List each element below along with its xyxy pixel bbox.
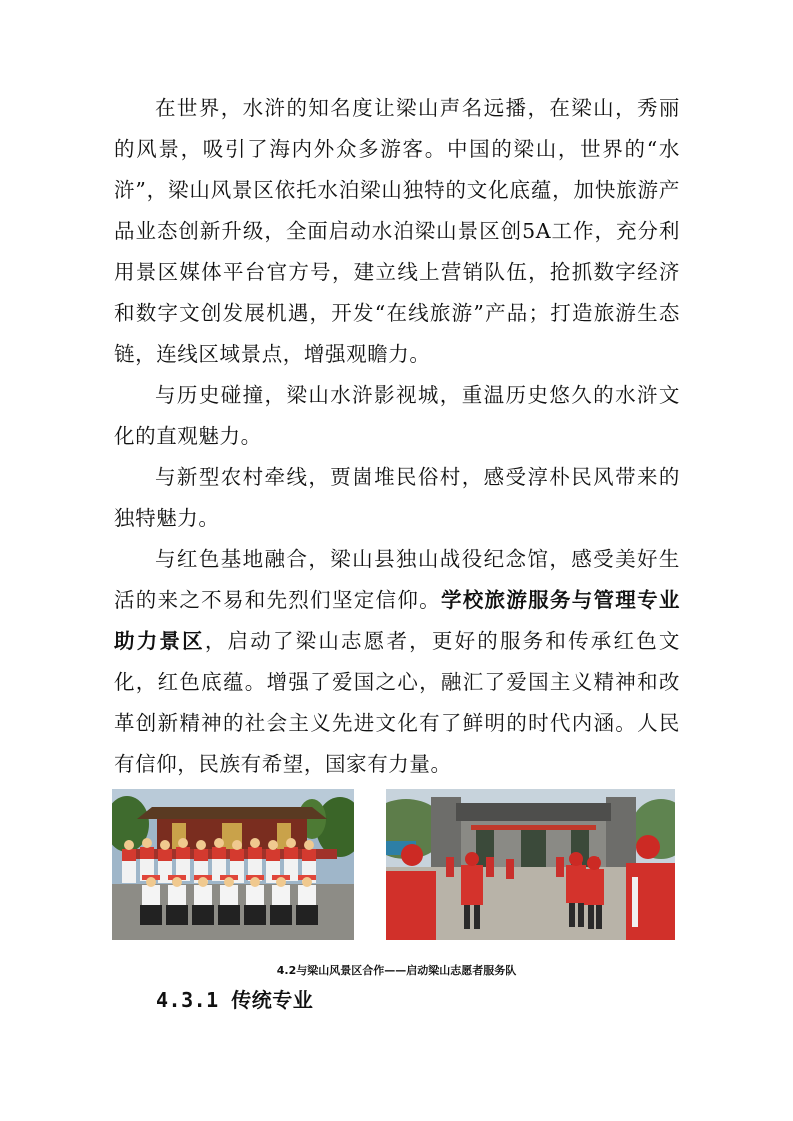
section-heading: 4.3.1 传统专业 — [156, 988, 314, 1012]
volunteer-group-photo — [112, 789, 354, 940]
body-text — [114, 88, 680, 785]
paragraph-red-base-bold: 学校旅游服务与管理专业助力景区 — [114, 588, 680, 653]
paragraph-red-base — [114, 539, 680, 785]
paragraph-village: 与新型农村牵线，贾崮堆民俗村，感受淳朴民风带来的独特魅力。 — [114, 465, 680, 530]
volunteer-team-at-gate — [386, 789, 675, 940]
paragraph-red-base-end: ，启动了梁山志愿者，更好的服务和传承红色文化，红色底蕴。增强了爱国之心，融汇了爱国主义精神和改革创新精神的社会主义先进文化有了鲜明的时代内涵。人民有信仰，民族有希望，国家有力量。 — [114, 629, 680, 776]
paragraph-red-base-start: 与红色基地融合，梁山县独山战役纪念馆，感受美好生活的来之不易和先烈们坚定信仰。 — [114, 547, 680, 612]
paragraph-history: 与历史碰撞，梁山水浒影视城，重温历史悠久的水浒文化的直观魅力。 — [114, 383, 680, 448]
paragraph-intro: 在世界，水浒的知名度让梁山声名远播，在梁山，秀丽的风景，吸引了海内外众多游客。中国的梁山，世界的“水浒”，梁山风景区依托水泊梁山独特的文化底蕴，加快旅游产品业态创新升级，全面启动水泊梁山景区创5A工作，充分利用景区媒体平台官方号，建立线上营销队伍，抢抓数字经济和数字文创发展机遇，开发“在线旅游”产品；打造旅游生态链，连线区域景点，增强观瞻力。 — [114, 96, 680, 366]
figure-caption: 4.2与梁山风景区合作——启动梁山志愿者服务队 — [276, 964, 517, 977]
photo-row — [112, 789, 675, 940]
